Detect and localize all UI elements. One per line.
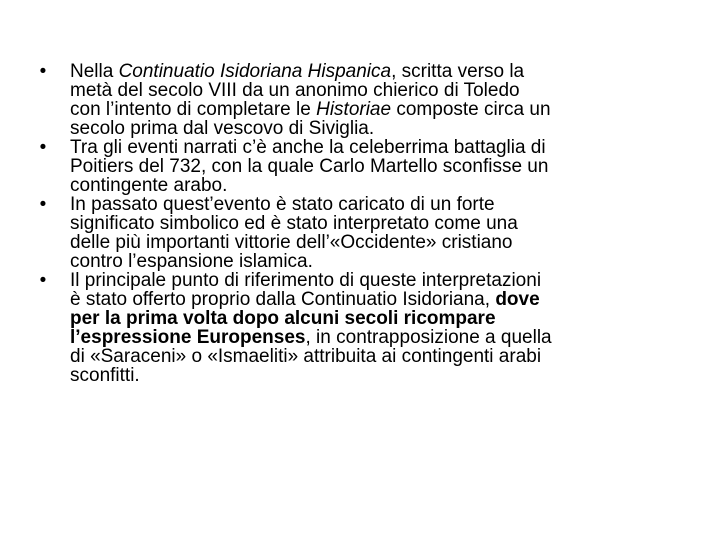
bullet-dot: • [39,137,47,158]
text-run: Il principale punto di riferimento di queste interpretazioni [70,270,542,291]
text-run: significato simbolico ed è stato interpretato come una [70,213,518,234]
bullet-item [36,138,684,195]
bold-run: l’espressione Europenses [70,327,306,348]
bullet-item [36,271,684,385]
text-run: secolo prima dal vescovo di Siviglia. [70,118,375,139]
text-line [70,119,684,138]
text-run: , in contrapposizione a quella [305,327,552,348]
text-run: contingente arabo. [70,175,228,196]
text-run: Nella [70,61,119,82]
text-line [70,328,684,347]
text-run: sconfitti. [70,365,140,386]
text-line [70,81,684,100]
text-line [70,195,684,214]
text-run: metà del secolo VIII da un anonimo chierico di Toledo [70,80,520,101]
text-run: con l’intento di completare le [70,99,317,120]
bullet-item [36,62,684,138]
text-run: è stato offerto proprio dalla Continuatio Isidoriana, [70,289,496,310]
bullet-dot: • [39,61,47,82]
bullet-item [36,195,684,271]
text-run: Tra gli eventi narrati c’è anche la celeberrima battaglia di [70,137,546,158]
text-line [70,233,684,252]
text-line [70,100,684,119]
text-run: Poitiers del 732, con la quale Carlo Martello sconfisse un [70,156,549,177]
bullet-dot: • [39,270,47,291]
bullet-dot: • [39,194,47,215]
text-line [70,290,684,309]
text-run: delle più importanti vittorie dell’«Occidente» cristiano [70,232,513,253]
text-line [70,347,684,366]
bold-run: dove [495,289,540,310]
text-line [70,138,684,157]
text-line [70,366,684,385]
text-line [70,62,684,81]
text-line [70,157,684,176]
text-line [70,252,684,271]
bullet-text [70,138,684,195]
bullet-text [70,62,684,138]
text-run: di «Saraceni» o «Ismaeliti» attribuita ai contingenti arabi [70,346,542,367]
text-run: contro l’espansione islamica. [70,251,313,272]
bullet-list [36,62,684,385]
text-line [70,271,684,290]
text-line [70,214,684,233]
text-line [70,309,684,328]
text-run: , scritta verso la [391,61,525,82]
bullet-text [70,195,684,271]
italic-run: Continuatio Isidoriana Hispanica [118,61,392,82]
bullet-text [70,271,684,385]
text-run: composte circa un [391,99,551,120]
bold-run: per la prima volta dopo alcuni secoli ricompare [70,308,496,329]
italic-run: Historiae [316,99,392,120]
text-line [70,176,684,195]
text-run: In passato quest’evento è stato caricato di un forte [70,194,495,215]
